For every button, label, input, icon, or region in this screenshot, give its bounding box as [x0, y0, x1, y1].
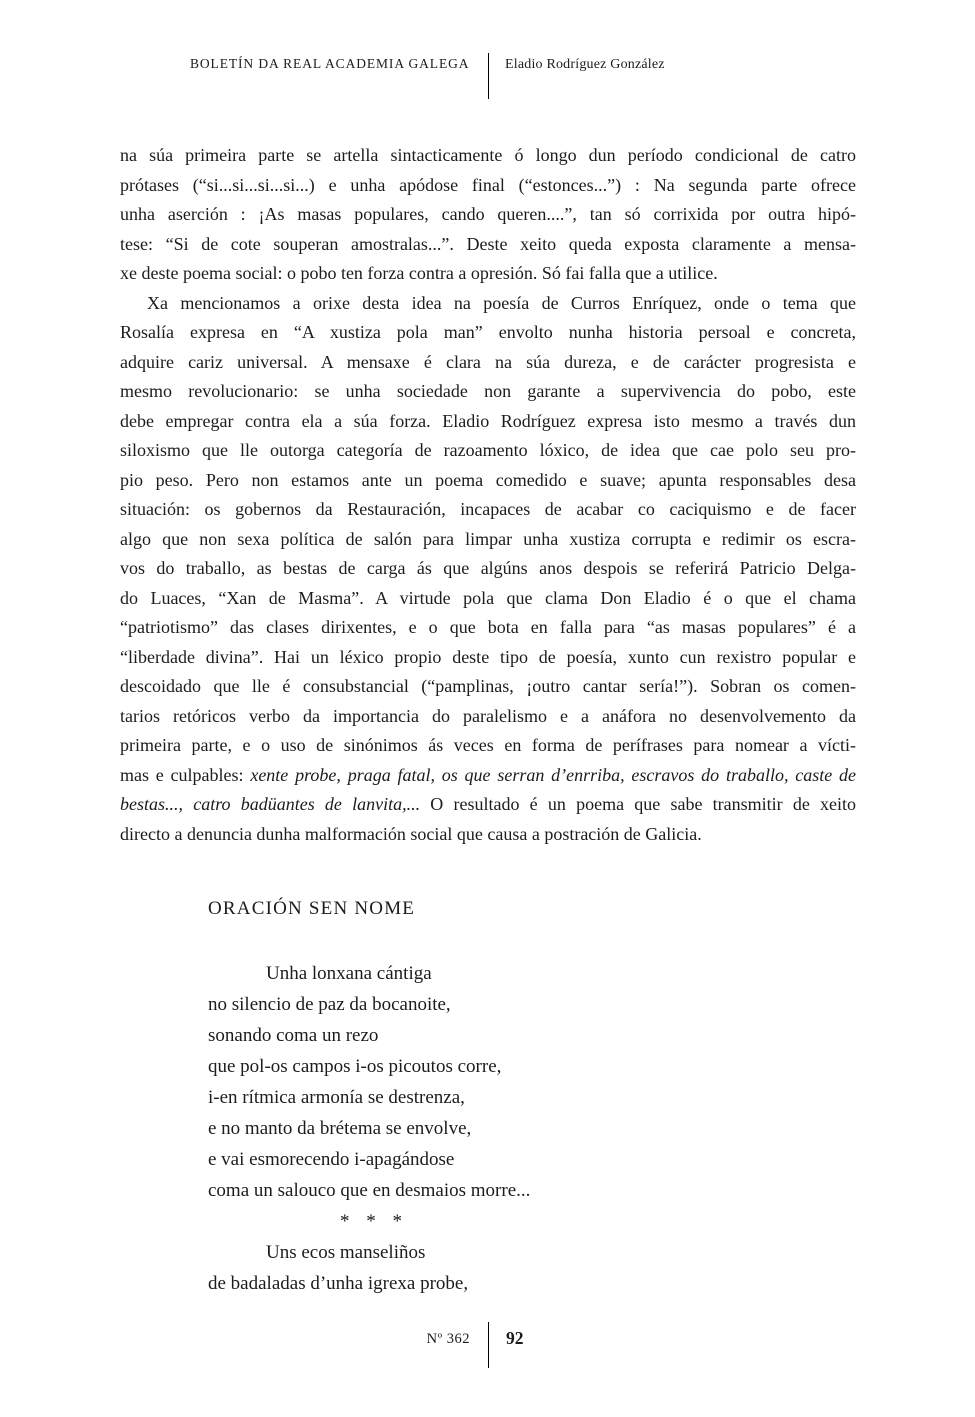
text-line: situación: os gobernos da Restauración, incapaces de acabar co caciquismo e de facer — [120, 499, 856, 519]
journal-title: BOLETÍN DA REAL ACADEMIA GALEGA — [190, 56, 470, 71]
verse-line: Unha lonxana cántiga — [266, 963, 432, 984]
text-line: mesmo revolucionario: se unha sociedade non garante a supervivencia do pobo, este — [120, 381, 856, 401]
text-line: do Luaces, “Xan de Masma”. A virtude pola que clama Don Eladio é o que el chama — [120, 587, 856, 608]
article-body — [120, 141, 856, 849]
verse-line: sonando coma un rezo — [208, 1025, 379, 1046]
text-line: siloxismo que lle outorga categoría de razoamento lóxico, de idea que cae polo seu pro- — [120, 440, 856, 460]
stanza-separator — [340, 1206, 402, 1237]
text-line: adquire cariz universal. A mensaxe é clara na súa dureza, e de carácter progresista e — [120, 351, 856, 372]
text-line: Xa mencionamos a orixe desta idea na poesía de Curros Enríquez, onde o tema que — [147, 292, 856, 313]
running-author: Eladio Rodríguez González — [505, 57, 665, 72]
text-line: “patriotismo” das clases dirixentes, e o que bota en falla para “as masas populares” é a — [120, 617, 856, 637]
poem-title: ORACIÓN SEN NOME — [208, 898, 416, 919]
asterisk: * — [340, 1211, 350, 1232]
text-segment: mas e culpables: — [120, 764, 251, 785]
text-line: prótases (“si...si...si...si...) e unha apódose final (“estonces...”) : Na segunda parte ofrece — [120, 174, 856, 195]
asterisk: * — [366, 1211, 376, 1232]
text-line: “liberdade divina”. Hai un léxico propio deste tipo de poesía, xunto cun rexistro popular e — [120, 646, 856, 667]
text-line — [120, 761, 856, 791]
text-line: xe deste poema social: o pobo ten forza contra a opresión. Só fai falla que a utilice. — [120, 263, 718, 283]
verse-line: que pol-os campos i-os picoutos corre, — [208, 1056, 502, 1077]
text-line: primeira parte, e o uso de sinónimos ás veces en forma de perífrases para nomear a vícti- — [120, 735, 856, 755]
page-number: 92 — [506, 1328, 524, 1348]
text-line: unha aserción : ¡As masas populares, cando queren....”, tan só corrixida por outra hipó- — [120, 204, 856, 224]
verse-line: coma un salouco que en desmaios morre... — [208, 1180, 531, 1201]
text-line: debe empregar contra ela a súa forza. Eladio Rodríguez expresa isto mesmo a través dun — [120, 410, 856, 431]
verse-line: Uns ecos manseliños — [266, 1242, 426, 1263]
text-line: descoidado que lle é consubstancial (“pamplinas, ¡outro cantar sería!”). Sobran os comen- — [120, 676, 856, 696]
italic-text-segment: bestas..., catro badüantes de lanvita,... — [120, 794, 421, 814]
text-segment: O resultado é un poema que sabe transmitir de xeito — [420, 794, 856, 814]
text-line: Rosalía expresa en “A xustiza pola man” envolto nunha historia persoal e concreta, — [120, 322, 856, 342]
verse-line: i-en rítmica armonía se destrenza, — [208, 1087, 465, 1108]
text-line — [120, 790, 856, 820]
asterisk: * — [392, 1211, 402, 1232]
verse-line: e vai esmorecendo i-apagándose — [208, 1149, 455, 1170]
text-line: algo que non sexa política de salón para limpar unha xustiza corrupta e redimir os escra- — [120, 528, 856, 549]
poem — [208, 958, 530, 1299]
text-line: na súa primeira parte se artella sintacticamente ó longo dun período condicional de catro — [120, 145, 856, 165]
issue-number: Nº 362 — [426, 1331, 470, 1347]
footer-divider — [488, 1322, 489, 1368]
text-line: pio peso. Pero non estamos ante un poema comedido e suave; apunta responsables desa — [120, 469, 856, 490]
verse-line: de badaladas d’unha igrexa probe, — [208, 1273, 469, 1294]
text-line: vos do traballo, as bestas de carga ás que algúns anos despois se referirá Patricio Delga- — [120, 558, 856, 578]
text-line: directo a denuncia dunha malformación social que causa a postración de Galicia. — [120, 823, 702, 844]
verse-line: no silencio de paz da bocanoite, — [208, 994, 451, 1015]
verse-line: e no manto da brétema se envolve, — [208, 1118, 472, 1139]
italic-text-segment: xente probe, praga fatal, os que serran d’enrriba, escravos do traballo, caste de — [250, 764, 856, 785]
text-line: tese: “Si de cote souperan amostralas...”. Deste xeito queda exposta claramente a mensa- — [120, 233, 856, 254]
header-divider — [488, 53, 489, 99]
text-line: tarios retóricos verbo da importancia do paralelismo e a anáfora no desenvolvemento da — [120, 705, 856, 726]
